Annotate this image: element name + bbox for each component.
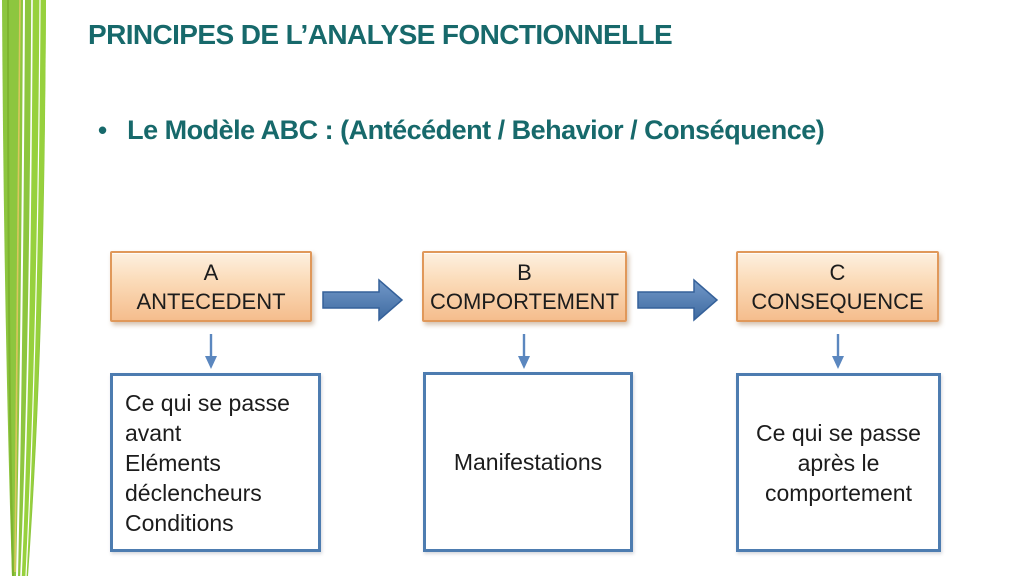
page-title: PRINCIPES DE L’ANALYSE FONCTIONNELLE: [88, 19, 673, 50]
header-box-antecedent: [110, 251, 312, 322]
detail-line: après le: [797, 449, 880, 476]
header-box-comportement: [422, 251, 627, 322]
detail-line: Conditions: [125, 509, 234, 536]
detail-box-consequence: [736, 373, 941, 552]
detail-line: Ce qui se passe: [125, 389, 290, 416]
detail-line: Ce qui se passe: [756, 419, 921, 446]
header-label: CONSEQUENCE: [751, 288, 924, 314]
header-label: ANTECEDENT: [136, 288, 286, 314]
down-arrow-icon: [830, 334, 846, 370]
grass-stripe-decoration: [0, 0, 60, 576]
header-letter: B: [517, 259, 532, 285]
header-letter: C: [829, 259, 846, 285]
block-arrow-icon: [637, 278, 719, 322]
bullet-marker: •: [98, 115, 108, 145]
detail-line: Manifestations: [453, 449, 603, 475]
detail-box-comportement: [423, 372, 633, 552]
detail-line: comportement: [764, 479, 912, 506]
bullet-text: Le Modèle ABC : (Antécédent / Behavior / Conséquence): [127, 115, 825, 145]
header-letter: A: [203, 259, 219, 285]
block-arrow-icon: [322, 278, 404, 322]
bullet-item: [98, 112, 824, 148]
detail-line: déclencheurs: [125, 479, 262, 506]
detail-line: avant: [125, 419, 182, 446]
header-box-consequence: [736, 251, 939, 322]
down-arrow-icon: [516, 334, 532, 370]
detail-box-antecedent: [110, 373, 321, 552]
header-label: COMPORTEMENT: [429, 288, 620, 314]
detail-line: Eléments: [125, 449, 221, 476]
down-arrow-icon: [203, 334, 219, 370]
